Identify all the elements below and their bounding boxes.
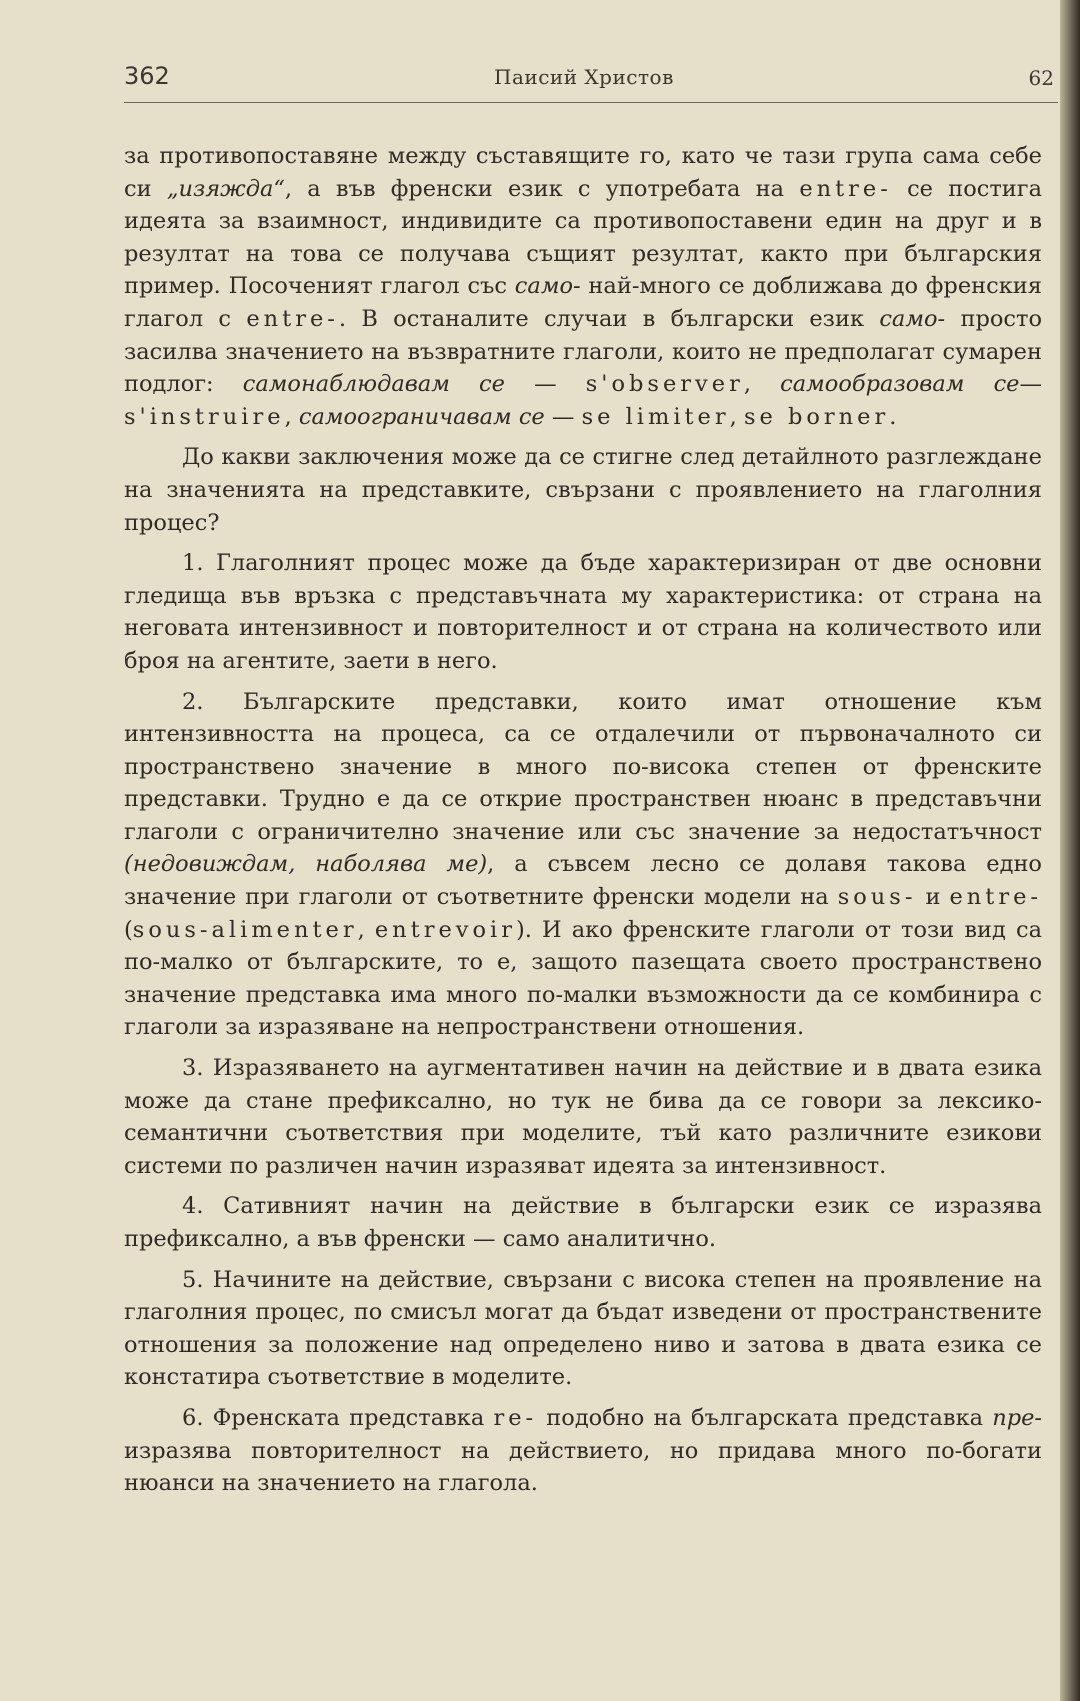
conclusion-4: 4. Сативният начин на действие в български език се изразява префиксално, а във френски — само аналитично. bbox=[124, 1193, 1042, 1252]
conclusion-5: 5. Начините на действие, свързани с висока степен на проявление на глаголния процес, по смисъл могат да бъдат изведени от пространствените отношения за положение над определено ниво и затова в двата езика се констатира съответствие в моделите. bbox=[124, 1266, 1042, 1391]
paragraph-1: за противопоставяне между съставящите го, като че тази група сама себе си „изяжда“, а във френски език с употребата на entre- се постига идеята за взаимност, индивидите са противопоставени един на друг и в резултат на това се получава същият резултат, както при българския пример. Посоченият глагол със само- най-много се доближава до френския глагол с entre-. В останалите случаи в български език само- просто засилва значението на възвратните глаголи, които не предполагат сумарен подлог: самонаблюдавам се — s'observer, самообразовам се— s'instruire, самоограничавам се — se limiter, se borner. bbox=[124, 143, 1042, 430]
body-text bbox=[124, 140, 1042, 1508]
book-spine-shadow bbox=[1060, 0, 1080, 1701]
header-rule bbox=[124, 102, 1058, 103]
page-number: 362 bbox=[124, 62, 170, 90]
running-header bbox=[124, 62, 1054, 102]
conclusion-2: 2. Българските представки, които имат отношение към интензивността на процеса, са се отдалечили от първоначалното си пространствено значение в много по-висока степен от френските представки. Трудно е да се открие пространствен нюанс в представъчни глаголи с ограничително значение или със значение за недостатъчност (недовиждам, наболява ме), а съвсем лесно се долавя такова едно значение при глаголи от съответните френски модели на sous- и entre- (sous-alimenter, entrevoir). И ако френските глаголи от този вид са по-малко от българските, то е, защото пазещата своето пространствено значение представка има много по-малки възможности да се комбинира с глаголи за изразяване на непространствени отношения. bbox=[124, 688, 1043, 1041]
conclusion-6: 6. Френската представка re- подобно на българската представка пре- изразява повторителност на действието, но придава много по-богати нюанси на значението на глагола. bbox=[124, 1404, 1043, 1497]
conclusion-1: 1. Глаголният процес може да бъде характеризиран от две основни гледища във връзка с представъчната му характеристика: от страна на неговата интензивност и повторителност и от страна на количеството или броя на агентите, заети в него. bbox=[124, 550, 1042, 674]
conclusion-3: 3. Изразяването на аугментативен начин на действие и в двата езика може да стане префиксално, но тук не бива да се говори за лексико-семантични съответствия при моделите, тъй като различните езикови системи по различен начин изразяват идеята за интензивност. bbox=[124, 1055, 1042, 1179]
running-head-author: Паисий Христов bbox=[494, 65, 674, 89]
corner-page-fragment: 62 bbox=[1028, 66, 1054, 90]
paragraph-question: До какви заключения може да се стигне след детайлното разглеждане на значенията на представките, свързани с проявлението на глаголния процес? bbox=[124, 444, 1042, 536]
